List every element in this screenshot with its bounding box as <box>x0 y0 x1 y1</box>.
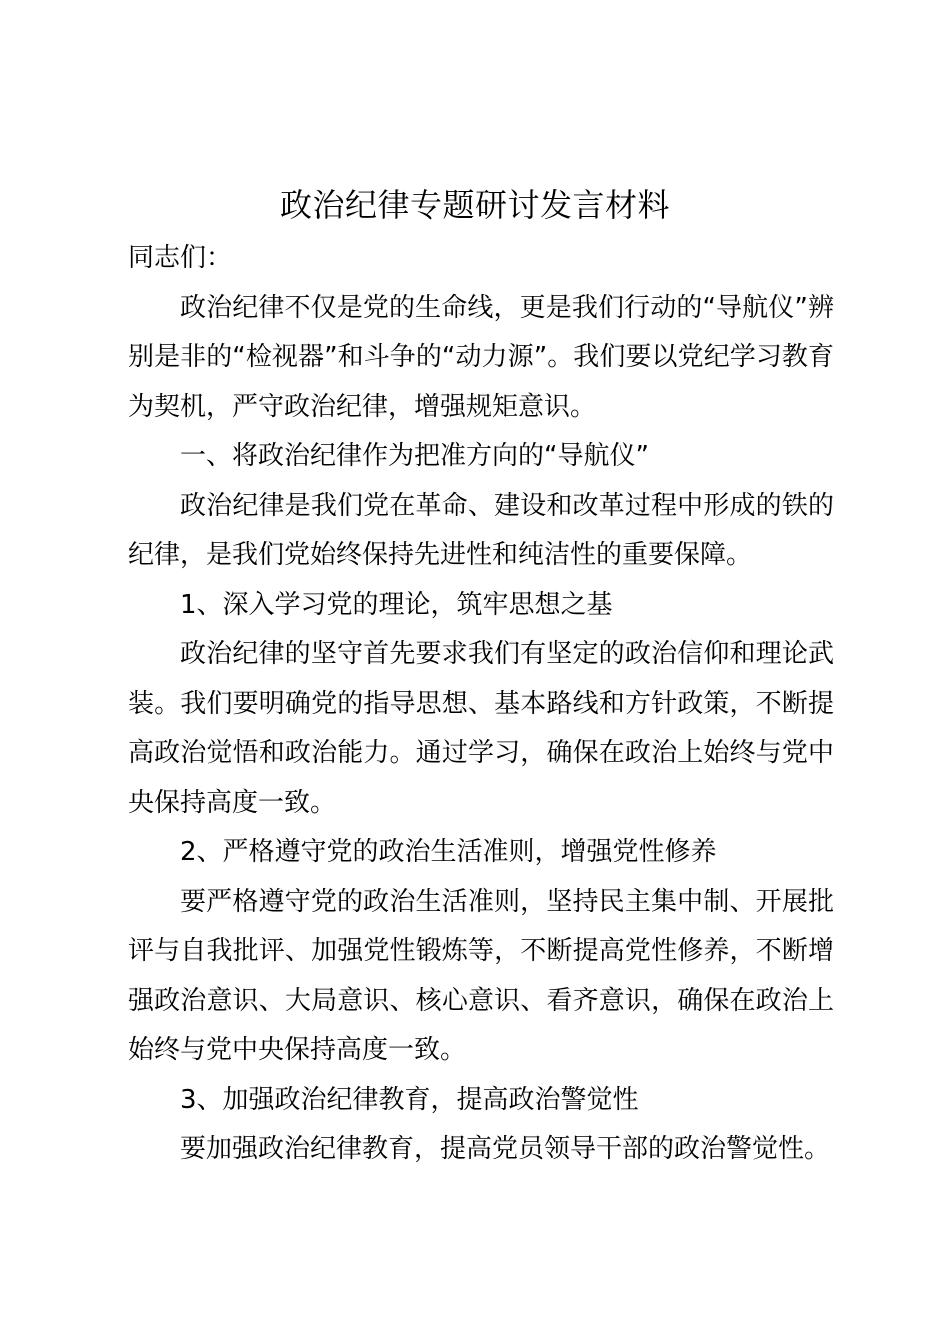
subheading-3-paragraph: 要加强政治纪律教育，提高党员领导干部的政治警觉性。 <box>180 1134 831 1164</box>
subheading-2-paragraph: 要严格遵守党的政治生活准则，坚持民主集中制、开展批评与自我批评、加强党性锻炼等，不断提高党性修养，不断增强政治意识、大局意识、核心意识、看齐意识，确保在政治上始终与党中央保持高度一致。 <box>128 886 834 1065</box>
section-heading-1: 一、将政治纪律作为把准方向的“导航仪” <box>180 441 649 471</box>
subheading-3: 3、加强政治纪律教育，提高政治警觉性 <box>180 1084 639 1115</box>
subheading-1-paragraph: 政治纪律的坚守首先要求我们有坚定的政治信仰和理论武装。我们要明确党的指导思想、基本路线和方针政策，不断提高政治觉悟和政治能力。通过学习，确保在政治上始终与党中央保持高度一致。 <box>128 639 834 818</box>
intro-paragraph: 政治纪律不仅是党的生命线，更是我们行动的“导航仪”辨别是非的“检视器”和斗争的“动力源”。我们要以党纪学习教育为契机，严守政治纪律，增强规矩意识。 <box>128 292 834 422</box>
document-title: 政治纪律专题研讨发言材料 <box>279 186 670 224</box>
section-1-paragraph: 政治纪律是我们党在革命、建设和改革过程中形成的铁的纪律，是我们党始终保持先进性和纯洁性的重要保障。 <box>128 490 834 570</box>
subheading-1: 1、深入学习党的理论，筑牢思想之基 <box>180 589 613 620</box>
salutation: 同志们： <box>128 243 233 273</box>
subheading-2: 2、严格遵守党的政治生活准则，增强党性修养 <box>180 837 717 867</box>
document-body <box>128 234 834 1175</box>
